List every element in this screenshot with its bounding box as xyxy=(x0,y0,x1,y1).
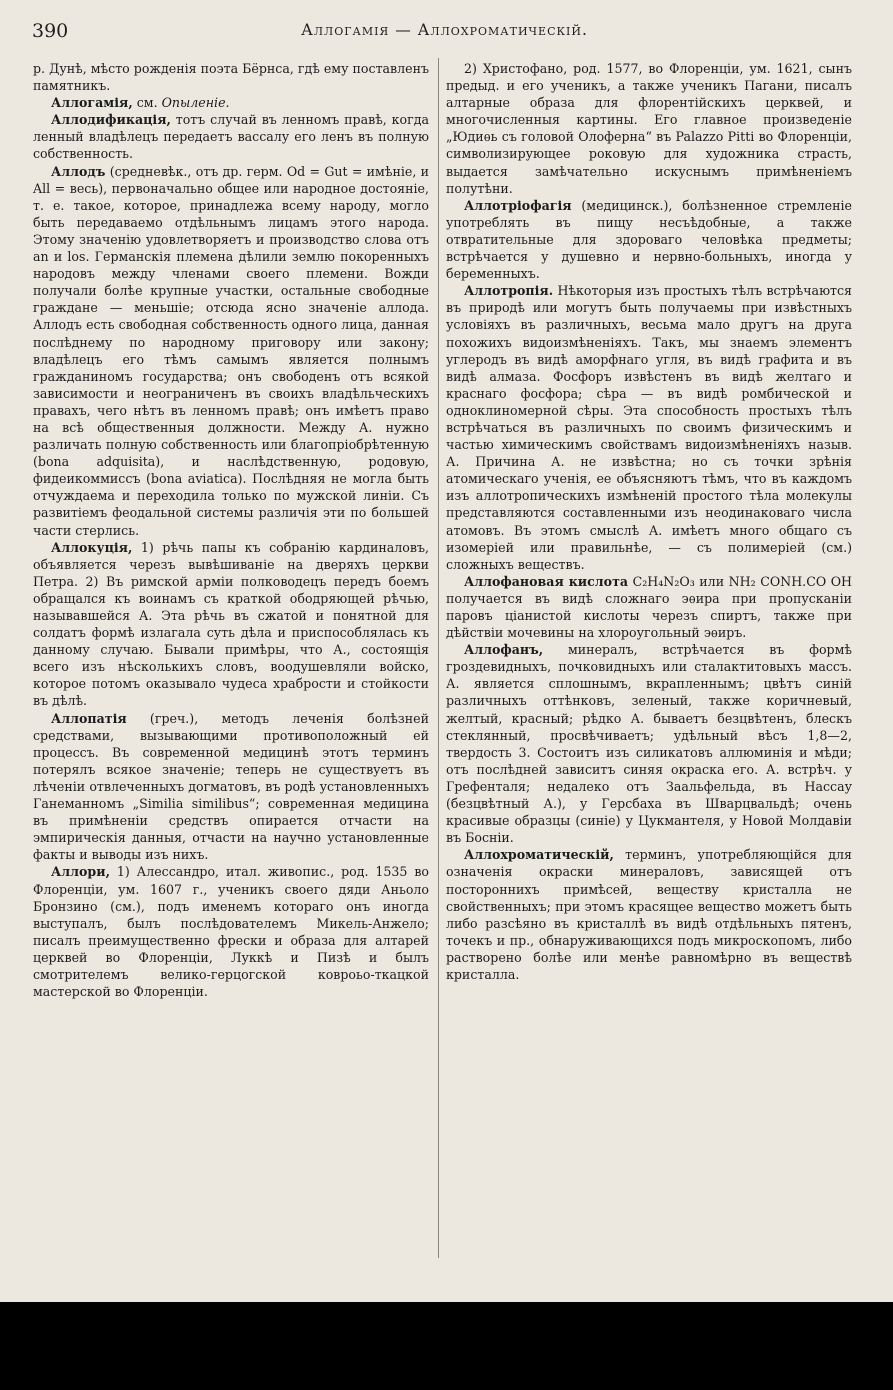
column-divider xyxy=(438,58,439,1258)
entry-text: р. Дунѣ, мѣсто рожденія поэта Бёрнса, гдѣ ему поставленъ памятникъ. xyxy=(33,61,429,94)
entry-headword: Аллотріофагія xyxy=(464,197,572,213)
running-title: Аллогамія — Аллохроматическій. xyxy=(301,21,588,39)
entry-headword: Аллодификація, xyxy=(51,112,171,128)
right-column xyxy=(446,60,852,983)
entry-allotriofagiya xyxy=(446,197,852,282)
entry-text: минералъ, встрѣчается въ формѣ гроздевидныхъ, почковидныхъ или сталактитовыхъ массъ. А. является сплошнымъ, вкрапленнымъ; цвѣтъ синій различныхъ оттѣнковъ, зеленый, также коричневый, желтый, красный; рѣдко А. бываетъ безцвѣтенъ, блескъ стеклянный, просвѣчиваетъ; удѣльный вѣсъ 1,8—2, твердость 3. Состоитъ изъ силикатовъ аллюминія и мѣди; отъ послѣдней зависитъ синяя окраска его. А. встрѣч. у Грефенталя; недалеко отъ Заальфельда, въ Нассау (безцвѣтный А.), у Герсбаха въ Шварцвальдѣ; очень красивые образцы (синіе) у Цукмантеля, у Новой Молдавіи въ Босніи. xyxy=(446,642,852,846)
entry-text: 2) Христофано, род. 1577, во Флоренціи, ум. 1621, сынъ предыд. и его ученикъ, а также ученикъ Пагани, писалъ алтарные образа для флорентійскихъ церквей, и многочисленныя картины. Его главное произведеніе „Юдиѳь съ головой Олоферна“ въ Palazzo Pitti во Флоренціи, символизирующее роковую для художника страсть, выдается замѣчательно искуснымъ примѣненіемъ полутѣни. xyxy=(446,61,852,196)
entry-allotropiya xyxy=(446,282,852,573)
page-header xyxy=(32,20,857,46)
entry-text: 1) Алессандро, итал. живопис., род. 1535 во Флоренціи, ум. 1607 г., ученикъ своего дяди Аньоло Бронзино (см.), подъ именемъ котораго онъ иногда выступалъ, былъ послѣдователемъ Микель-Анжело; писалъ преимущественно фрески и образа для алтарей церквей во Флоренціи, Луккѣ и Пизѣ и былъ смотрителемъ велико-герцогской ковроьо-ткацкой мастерской во Флоренціи. xyxy=(33,864,429,1000)
entry-headword: Аллохроматическій, xyxy=(464,847,614,863)
left-column xyxy=(33,60,429,1000)
entry-text: (медицинск.), болѣзненное стремленіе употреблять въ пищу несъѣдобные, а также отвратительные для здороваго человѣка предметы; встрѣчается у душевно и нервно-больныхъ, иногда у беременныхъ. xyxy=(446,197,852,282)
entry-allogamiya xyxy=(33,94,429,111)
entry-allori-2 xyxy=(446,60,852,197)
entry-allofanovaya xyxy=(446,573,852,641)
entry-text: тотъ случай въ ленномъ правѣ, когда ленный владѣлецъ передаетъ вассалу его ленъ въ полную собственность. xyxy=(33,112,429,162)
entry-text: C₂H₄N₂O₃ или NH₂ CONH.CO OH получается въ видѣ сложнаго эѳира при пропусканіи паровъ ціанистой кислоты черезъ спиртъ, также при дѣйствіи мочевины на хлороугольный эѳиръ. xyxy=(446,573,853,641)
entry-headword: Аллодъ xyxy=(51,163,106,179)
cross-reference: Опыленіе. xyxy=(161,95,230,111)
entry-text: терминъ, употребляющійся для означенія окраски минераловъ, зависящей отъ постороннихъ примѣсей, веществу кристалла не свойственныхъ; при этомъ красящее вещество можетъ быть либо разсѣяно въ кристаллѣ въ видѣ отдѣльныхъ пятенъ, точекъ и пр., обнаруживающихся подъ микроскопомъ, либо растворено болѣе или менѣе равномѣрно въ веществѣ кристалла. xyxy=(446,847,852,982)
entry-headword: Аллогамія, xyxy=(51,95,133,111)
entry-headword: Аллокуція, xyxy=(51,539,133,555)
entry-headword: Аллофанъ, xyxy=(464,642,544,658)
entry-text: (греч.), методъ леченія болѣзней средствами, вызывающими противоположный ей процессъ. Въ современной медицинѣ этотъ терминъ потерялъ всякое значеніе; теперь не существуетъ въ лѣченіи отвлеченныхъ догматовъ, въ родѣ установленныхъ Ганеманномъ „Similia similibus“; современная медицина въ примѣненіи средствъ опирается отчасти на эмпирическія данныя, отчасти на научно установленные факты и выводы изъ нихъ. xyxy=(33,710,429,863)
entry-text: см. xyxy=(132,95,162,111)
entry-allokhromaticheskiy xyxy=(446,846,852,983)
entry-dune xyxy=(33,60,429,94)
entry-allokutsiya xyxy=(33,539,429,710)
entry-headword: Аллотропія. xyxy=(464,283,554,299)
bottom-black-band xyxy=(0,1302,893,1390)
entry-text: (средневѣк., отъ др. герм. Od = Gut = имѣніе, и All = весь), первоначально общее или народное достояніе, т. е. такое, которое, принадлежа всему народу, могло быть передаваемо отдѣльнымъ лицамъ этого народа. Этому значенію удовлетворяетъ и производство слова отъ an и los. Германскія племена дѣлили землю покоренныхъ народовъ между членами своего племени. Вожди получали болѣе крупные участки, остальные свободные граждане — меньшіе; отсюда ясно значеніе аллода. Аллодъ есть свободная собственность одного лица, данная послѣднему по народному приговору или закону; владѣлецъ его тѣмъ самымъ является полнымъ гражданиномъ государства; онъ свободенъ отъ всякой зависимости и неограниченъ въ своихъ владѣльческихъ правахъ, чего нѣтъ въ ленномъ правѣ; онъ имѣетъ право на всѣ общественныя должности. Между А. нужно различать полную собственность или благопріобрѣтенную (bona adquisita), и наслѣдственную, родовую, фидеикоммиссъ (bona aviatica). Послѣдняя не могла быть отчуждаема и переходила только по мужской линіи. Съ развитіемъ феодальной системы различія эти по большей части стерлись. xyxy=(33,163,429,538)
entry-text: Нѣкоторыя изъ простыхъ тѣлъ встрѣчаются въ природѣ или могутъ быть получаемы при извѣстныхъ условіяхъ въ различныхъ, весьма мало другъ на друга похожихъ видоизмѣненіяхъ. Такъ, мы знаемъ элементъ углеродъ въ видѣ аморфнаго угля, въ видѣ графита и въ видѣ алмаза. Фосфоръ извѣстенъ въ видѣ желтаго и краснаго фосфора; сѣра — въ видѣ ромбической и одноклиномерной сѣры. Эта способность простыхъ тѣлъ встрѣчаться въ различныхъ по своимъ физическимъ и частью химическимъ свойствамъ видоизмѣненіяхъ назыв. А. Причина А. не извѣстна; но съ точки зрѣнія атомическаго ученія, ее объясняютъ тѣмъ, что въ каждомъ изъ аллотропическихъ измѣненій простого тѣла молекулы представляются составленными изъ неодинаковаго числа атомовъ. Въ этомъ смыслѣ А. имѣетъ много общаго съ изомеріей или правильнѣе, — съ полимеріей (см.) сложныхъ веществъ. xyxy=(446,283,852,572)
entry-allopatiya xyxy=(33,710,429,864)
entry-headword: Аллофановая кислота xyxy=(464,573,629,589)
entry-allod xyxy=(33,163,429,539)
entry-allodifikatsiya xyxy=(33,111,429,162)
entry-allofan xyxy=(446,641,852,846)
entry-headword: Аллопатія xyxy=(51,710,127,726)
entry-headword: Аллори, xyxy=(51,864,110,880)
page-number: 390 xyxy=(32,20,69,42)
entry-allori xyxy=(33,863,429,1000)
entry-text: 1) рѣчь папы къ собранію кардиналовъ, объявляется черезъ вывѣшиваніе на дверяхъ церкви Петра. 2) Въ римской арміи полководецъ передъ боемъ обращался къ воинамъ съ краткой ободряющей рѣчью, называвшейся А. Эта рѣчь въ сжатой и понятной для солдатъ формѣ излагала суть дѣла и приспособлялась къ данному случаю. Бывали примѣры, что А., состоящія всего изъ нѣсколькихъ словъ, воодушевляли войско, которое потомъ оказывало чудеса храбрости и стойкости въ дѣлѣ. xyxy=(33,539,429,709)
